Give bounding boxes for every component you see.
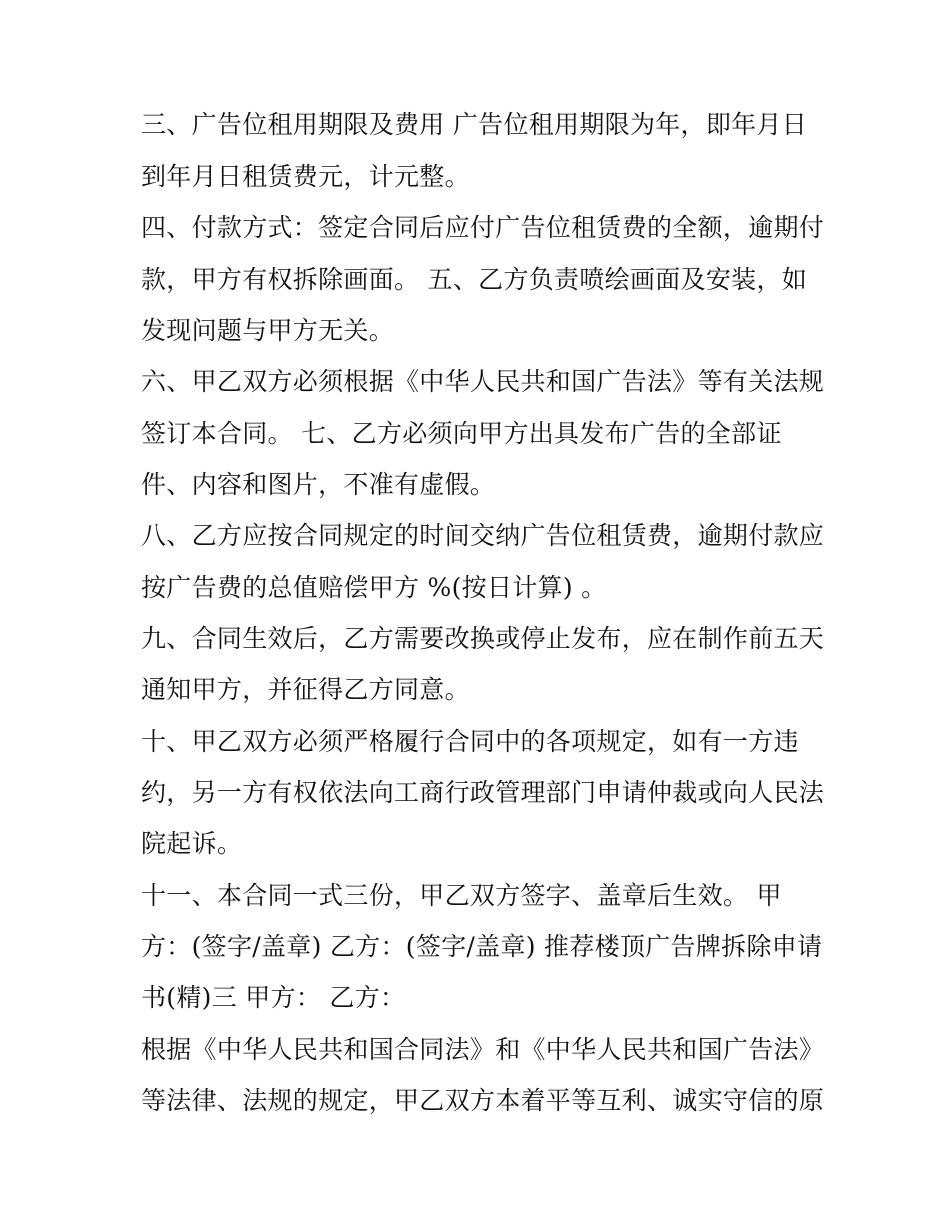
text-line: 九、合同生效后，乙方需要改换或停止发布，应在制作前五天 — [141, 624, 825, 653]
text-line: 六、甲乙双方必须根据《中华人民共和国广告法》等有关法规 — [141, 367, 825, 396]
text-line: 根据《中华人民共和国合同法》和《中华人民共和国广告法》 — [141, 1035, 825, 1064]
text-line: 三、广告位租用期限及费用 广告位租用期限为年，即年月日 — [141, 110, 808, 139]
text-line: 到年月日租赁费元，计元整。 — [141, 162, 470, 191]
text-line: 等法律、法规的规定，甲乙双方本着平等互利、诚实守信的原 — [141, 1086, 825, 1115]
text-line: 款，甲方有权拆除画面。 五、乙方负责喷绘画面及安装，如 — [141, 265, 808, 294]
text-line: 十、甲乙双方必须严格履行合同中的各项规定，如有一方违 — [141, 727, 799, 756]
text-line: 约，另一方有权依法向工商行政管理部门申请仲裁或向人民法 — [141, 778, 825, 807]
text-line: 按广告费的总值赔偿甲方 %(按日计算) 。 — [141, 573, 607, 602]
text-line: 件、内容和图片，不准有虚假。 — [141, 470, 496, 499]
text-line: 书(精)三 甲方： 乙方： — [141, 983, 406, 1012]
text-line: 八、乙方应按合同规定的时间交纳广告位租赁费，逾期付款应 — [141, 521, 825, 550]
text-line: 院起诉。 — [141, 829, 243, 858]
text-line: 通知甲方，并征得乙方同意。 — [141, 675, 470, 704]
text-line: 方：(签字/盖章) 乙方：(签字/盖章) 推荐楼顶广告牌拆除申请 — [141, 932, 823, 961]
text-line: 十一、本合同一式三份，甲乙双方签字、盖章后生效。 甲 — [141, 881, 782, 910]
text-line: 签订本合同。 七、乙方必须向甲方出具发布广告的全部证 — [141, 419, 782, 448]
text-line: 四、付款方式：签定合同后应付广告位租赁费的全额，逾期付 — [141, 213, 825, 242]
text-line: 发现问题与甲方无关。 — [141, 316, 395, 345]
